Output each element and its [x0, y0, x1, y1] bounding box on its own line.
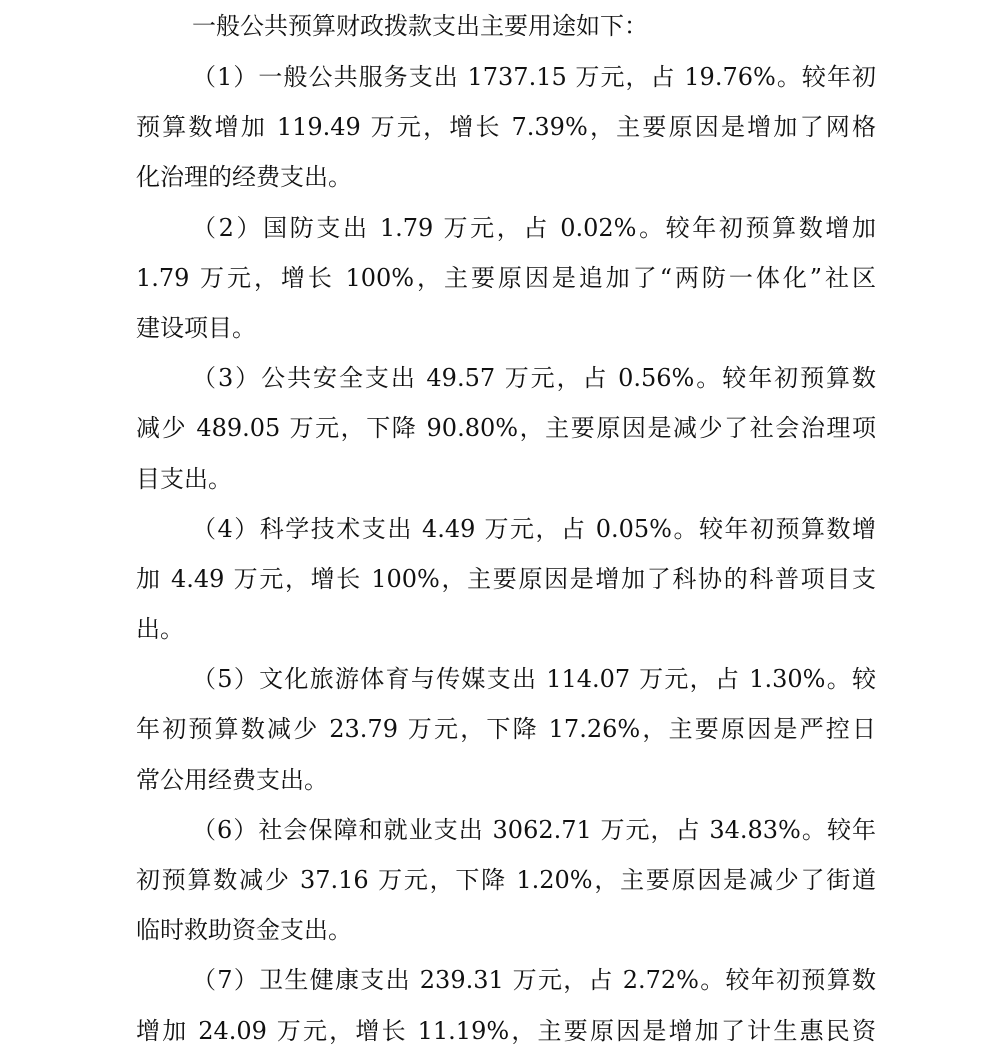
paragraph-item-7 [136, 955, 876, 1055]
paragraph-line: （2）国防支出 1.79 万元，占 0.02%。较年初预算数增加 [192, 213, 876, 242]
document-body [136, 0, 876, 1056]
paragraph-line: （6）社会保障和就业支出 3062.71 万元，占 34.83%。较年 [192, 815, 876, 844]
paragraph-item-6 [136, 805, 876, 956]
paragraph-line: （3）公共安全支出 49.57 万元，占 0.56%。较年初预算数 [192, 364, 876, 393]
paragraph-line: 年初预算数减少 23.79 万元，下降 17.26%，主要原因是严控日 [136, 715, 876, 744]
paragraph-line: （7）卫生健康支出 239.31 万元，占 2.72%。较年初预算数 [192, 966, 876, 995]
paragraph-line: 初预算数减少 37.16 万元，下降 1.20%，主要原因是减少了街道 [136, 866, 876, 894]
paragraph-line: （4）科学技术支出 4.49 万元，占 0.05%。较年初预算数增 [192, 514, 876, 543]
paragraph-line: 加 4.49 万元，增长 100%，主要原因是增加了科协的科普项目支 [136, 564, 876, 593]
paragraph-item-4 [136, 504, 876, 655]
paragraph-line: 预算数增加 119.49 万元，增长 7.39%，主要原因是增加了网格 [136, 113, 876, 142]
paragraph-item-3 [136, 353, 876, 504]
paragraph-line: 出。 [136, 615, 184, 644]
paragraph-line: 目支出。 [136, 464, 232, 493]
paragraph-line: 化治理的经费支出。 [136, 163, 352, 192]
paragraph-item-2 [136, 203, 876, 354]
paragraph-line: 常公用经费支出。 [136, 765, 328, 794]
paragraph-line: 临时救助资金支出。 [136, 916, 352, 945]
paragraph-line: （1）一般公共服务支出 1737.15 万元，占 19.76%。较年初 [192, 63, 876, 91]
paragraph-line: 减少 489.05 万元，下降 90.80%，主要原因是减少了社会治理项 [136, 414, 876, 443]
paragraph-line: 增加 24.09 万元，增长 11.19%，主要原因是增加了计生惠民资 [136, 1016, 876, 1045]
intro-paragraph: 一般公共预算财政拨款支出主要用途如下： [192, 12, 648, 40]
paragraph-line: （5）文化旅游体育与传媒支出 114.07 万元，占 1.30%。较 [192, 665, 876, 694]
paragraph-item-1 [136, 52, 876, 203]
paragraph-line: 建设项目。 [136, 313, 256, 342]
paragraph-item-5 [136, 654, 876, 805]
paragraph-line: 1.79 万元，增长 100%，主要原因是追加了“两防一体化”社区 [136, 263, 876, 292]
